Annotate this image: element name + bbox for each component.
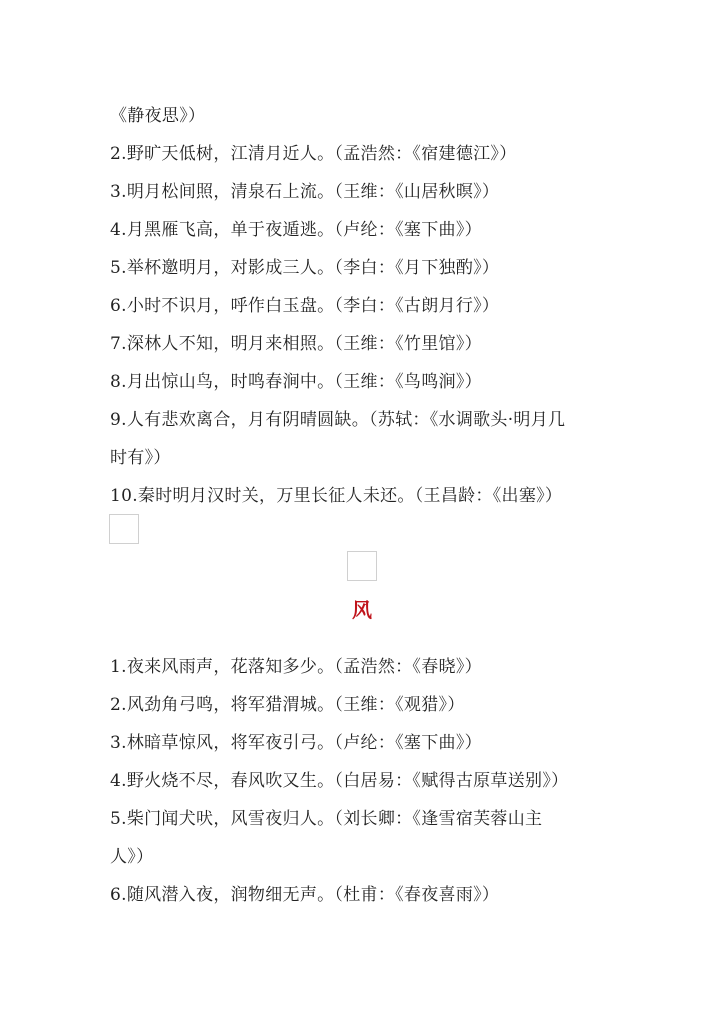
poem-line: 《静夜思》） xyxy=(110,106,206,126)
poem-line: 4.野火烧不尽，春风吹又生。（白居易：《赋得古原草送别》） xyxy=(110,771,569,791)
poem-line: 9.人有悲欢离合，月有阴晴圆缺。（苏轼：《水调歌头·明月几 xyxy=(110,410,566,430)
poem-line: 7.深林人不知，明月来相照。（王维：《竹里馆》） xyxy=(110,334,482,354)
poem-line: 5.举杯邀明月，对影成三人。（李白：《月下独酌》） xyxy=(110,258,500,278)
poem-line: 1.夜来风雨声，花落知多少。（孟浩然：《春晓》） xyxy=(110,657,482,677)
poem-line: 6.随风潜入夜，润物细无声。（杜甫：《春夜喜雨》） xyxy=(110,885,500,905)
poem-line: 8.月出惊山鸟，时鸣春涧中。（王维：《鸟鸣涧》） xyxy=(110,372,482,392)
poem-line: 人》） xyxy=(110,847,154,867)
poem-line: 3.明月松间照，清泉石上流。（王维：《山居秋暝》） xyxy=(110,182,500,202)
poem-line: 4.月黑雁飞高，单于夜遁逃。（卢纶：《塞下曲》） xyxy=(110,220,482,240)
poem-line: 5.柴门闻犬吠，风雪夜归人。（刘长卿：《逢雪宿芙蓉山主 xyxy=(110,809,543,829)
poem-line: 10.秦时明月汉时关，万里长征人未还。（王昌龄：《出塞》） xyxy=(110,486,563,506)
poem-line: 时有》） xyxy=(110,448,171,468)
image-placeholder xyxy=(347,551,377,581)
poem-line: 2.风劲角弓鸣，将军猎渭城。（王维：《观猎》） xyxy=(110,695,465,715)
poem-line: 6.小时不识月，呼作白玉盘。（李白：《古朗月行》） xyxy=(110,296,500,316)
image-placeholder xyxy=(109,514,139,544)
poem-line: 3.林暗草惊风，将军夜引弓。（卢纶：《塞下曲》） xyxy=(110,733,482,753)
poem-line: 2.野旷天低树，江清月近人。（孟浩然：《宿建德江》） xyxy=(110,144,517,164)
section-heading: 风 xyxy=(352,598,372,622)
